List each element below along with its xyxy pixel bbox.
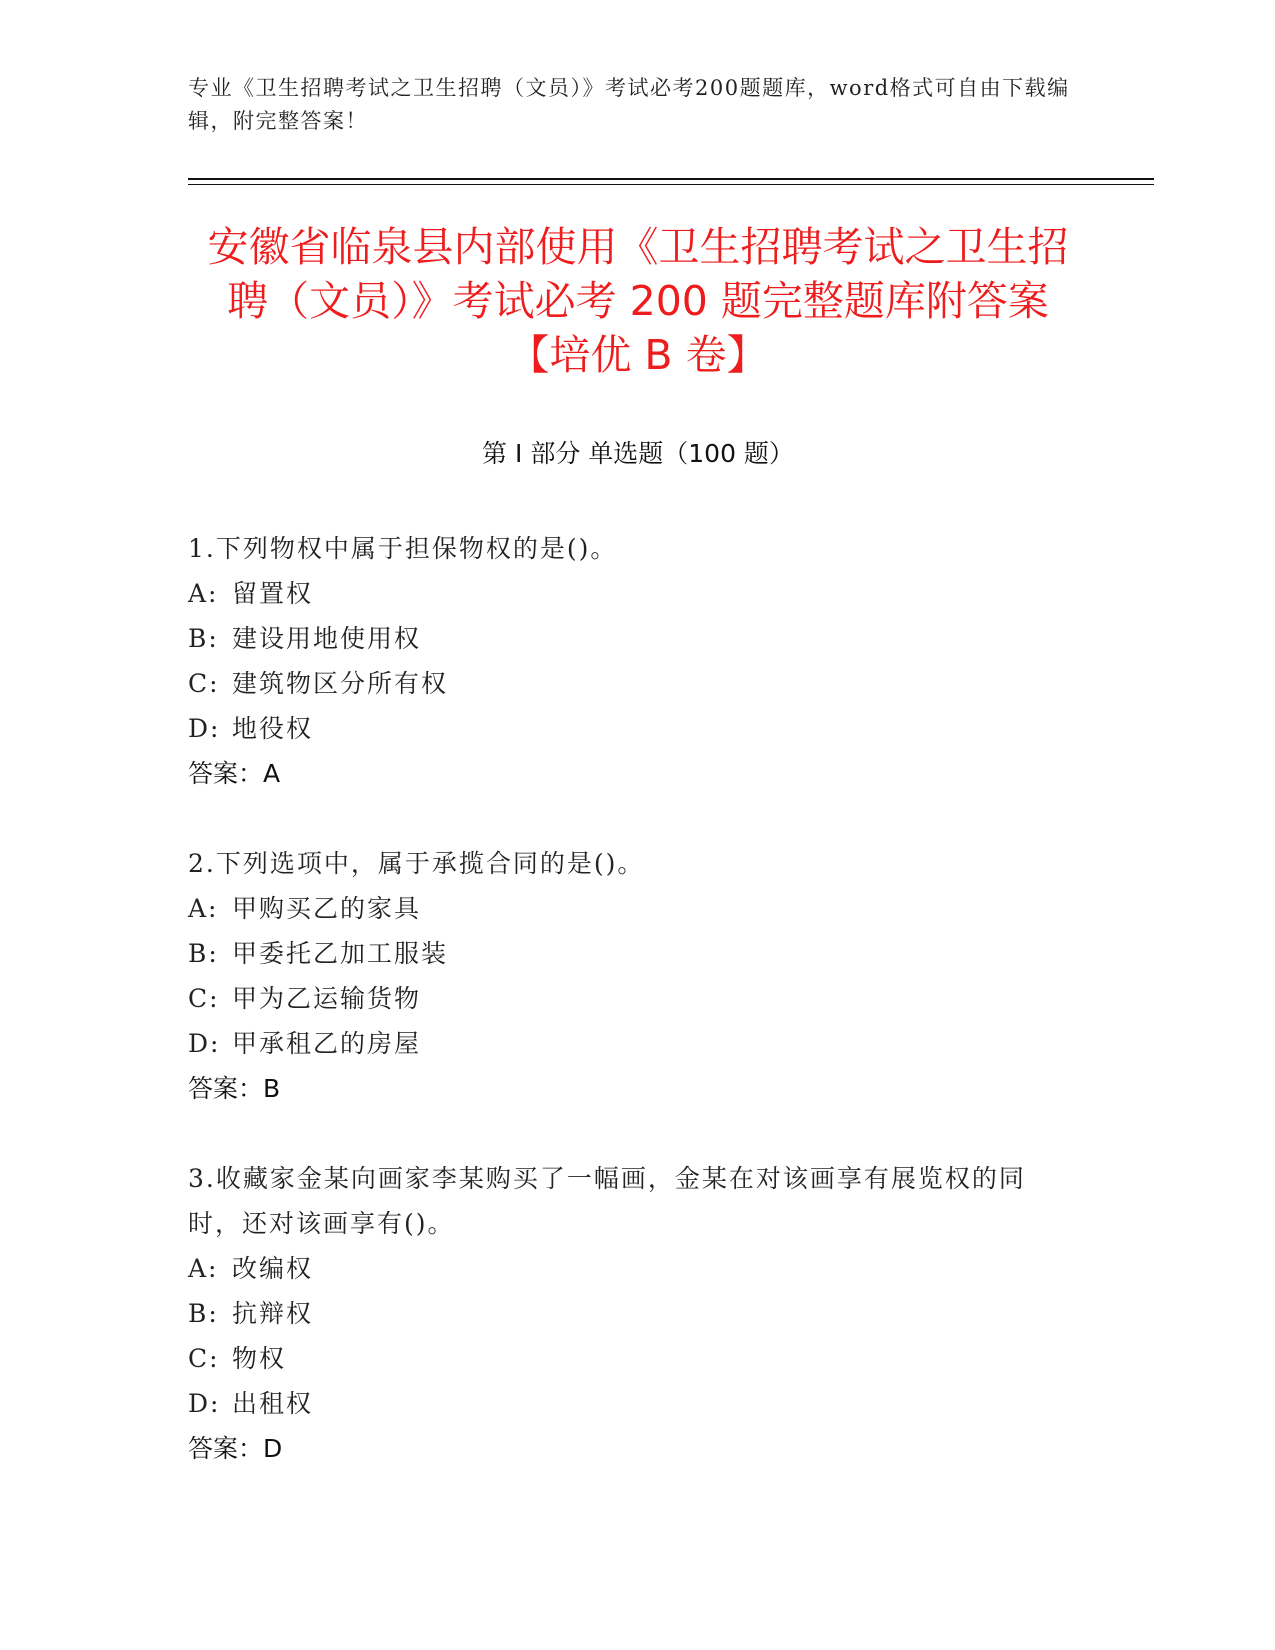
option-b — [188, 931, 1068, 976]
option-letter: D: — [188, 1389, 221, 1418]
option-text: 建筑物区分所有权 — [232, 669, 449, 698]
option-text: 甲购买乙的家具 — [232, 894, 422, 923]
option-text: 地役权 — [232, 714, 314, 743]
option-letter: D: — [188, 1029, 221, 1058]
option-text: 改编权 — [232, 1254, 314, 1283]
question-stem: 1.下列物权中属于担保物权的是()。 — [188, 534, 618, 563]
option-d — [188, 706, 1068, 751]
option-letter: B: — [188, 1299, 219, 1328]
question-1 — [188, 526, 1068, 796]
question-3 — [188, 1156, 1068, 1471]
header-divider-thin — [188, 184, 1154, 185]
answer: 答案：D — [188, 1434, 283, 1463]
question-list — [188, 526, 1068, 1516]
option-d — [188, 1021, 1068, 1066]
option-a — [188, 1246, 1068, 1291]
option-b — [188, 1291, 1068, 1336]
option-text: 留置权 — [232, 579, 314, 608]
option-letter: C: — [188, 1344, 220, 1373]
option-letter: C: — [188, 984, 220, 1013]
option-letter: A: — [188, 579, 219, 608]
option-text: 抗辩权 — [232, 1299, 314, 1328]
option-letter: B: — [188, 624, 219, 653]
option-text: 甲为乙运输货物 — [232, 984, 422, 1013]
question-stem: 3.收藏家金某向画家李某购买了一幅画，金某在对该画享有展览权的同时，还对该画享有()。 — [188, 1164, 1026, 1238]
option-a — [188, 886, 1068, 931]
header-note: 专业《卫生招聘考试之卫生招聘（文员）》考试必考200题题库，word格式可自由下载编辑，附完整答案！ — [188, 76, 1070, 133]
question-2 — [188, 841, 1068, 1111]
section-title: 第 I 部分 单选题（100 题） — [482, 439, 794, 468]
option-text: 出租权 — [232, 1389, 314, 1418]
option-letter: D: — [188, 714, 221, 743]
option-d — [188, 1381, 1068, 1426]
option-letter: C: — [188, 669, 220, 698]
answer: 答案：B — [188, 1074, 281, 1103]
option-c — [188, 661, 1068, 706]
header-divider-thick — [188, 178, 1154, 180]
option-c — [188, 976, 1068, 1021]
question-stem: 2.下列选项中，属于承揽合同的是()。 — [188, 849, 645, 878]
answer: 答案：A — [188, 759, 281, 788]
option-c — [188, 1336, 1068, 1381]
option-letter: B: — [188, 939, 219, 968]
option-text: 建设用地使用权 — [232, 624, 422, 653]
option-text: 甲承租乙的房屋 — [232, 1029, 422, 1058]
option-b — [188, 616, 1068, 661]
document-title: 安徽省临泉县内部使用《卫生招聘考试之卫生招聘（文员）》考试必考 200 题完整题库附答案【培优 B 卷】 — [207, 223, 1069, 379]
option-text: 甲委托乙加工服装 — [232, 939, 449, 968]
option-letter: A: — [188, 894, 219, 923]
option-letter: A: — [188, 1254, 219, 1283]
option-text: 物权 — [232, 1344, 287, 1373]
option-a — [188, 571, 1068, 616]
